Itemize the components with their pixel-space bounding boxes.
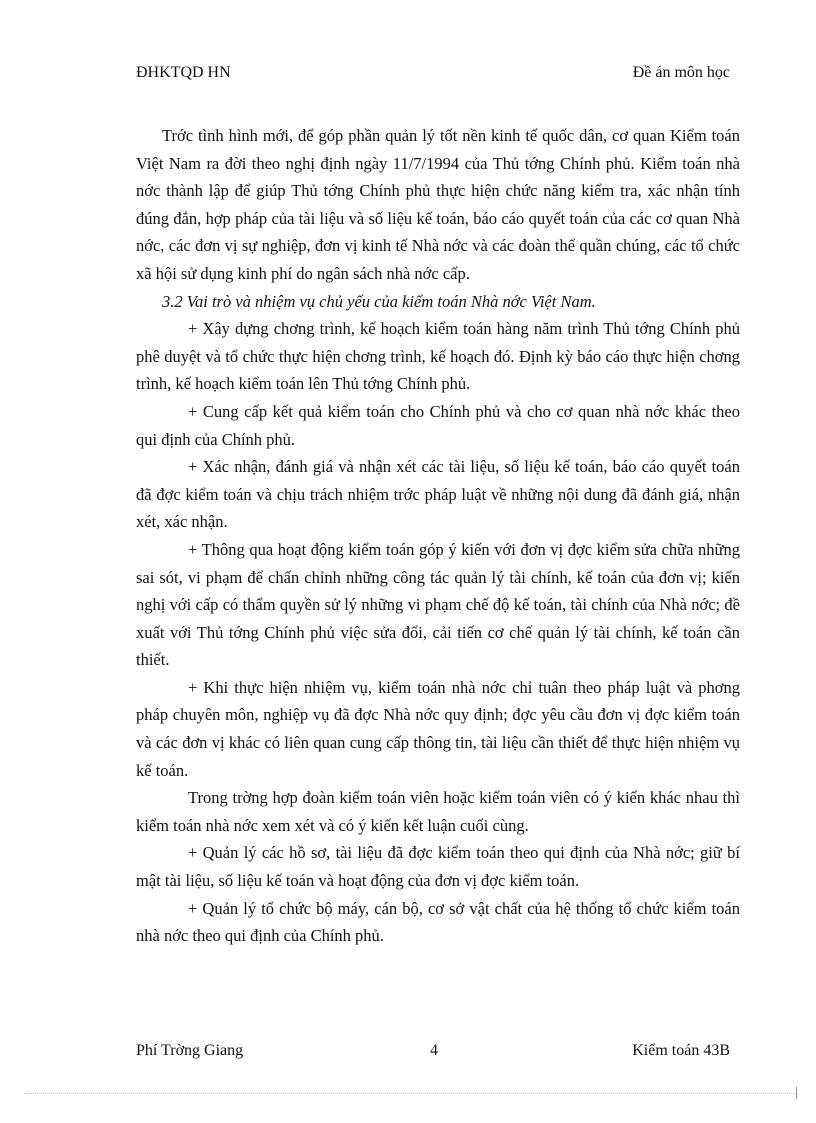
paragraph-duty-6: Trong trờng hợp đoàn kiểm toán viên hoặc kiểm toán viên có ý kiến khác nhau thì kiểm toán nhà nớc xem xét và có ý kiến kết luận cuối cùng.: [136, 788, 740, 835]
paragraph-duty-8: + Quản lý tổ chức bộ máy, cán bộ, cơ sở vật chất của hệ thống tổ chức kiểm toán nhà nớc theo qui định của Chính phủ.: [136, 898, 740, 946]
paragraph-duty-5: + Khi thực hiện nhiệm vụ, kiểm toán nhà nớc chỉ tuân theo pháp luật và phơng pháp chuyên môn, nghiệp vụ đã đợc Nhà nớc quy định; đợc yêu cầu đơn vị đợc kiểm toán và các đơn vị khác có liên quan cung cấp thông tin, tài liệu cần thiết để thực hiện nhiệm vụ kế toán.: [136, 677, 740, 780]
page-footer: [136, 1042, 740, 1064]
page-number: 4: [430, 1042, 438, 1059]
document-body: [136, 122, 740, 950]
page-header: [136, 64, 730, 82]
paragraph-intro: Trớc tình hình mới, để góp phần quản lý tốt nền kinh tế quốc dân, cơ quan Kiểm toán Việt Nam ra đời theo nghị định ngày 11/7/1994 của Thủ tớng Chính phủ. Kiểm toán nhà nớc thành lập để giúp Thủ tớng Chính phủ thực hiện chức năng kiểm tra, xác nhận tính đúng đắn, hợp pháp của tài liệu và số liệu kế toán, báo cáo quyết toán của các cơ quan Nhà nớc, các đơn vị sự nghiệp, đơn vị kinh tế Nhà nớc và các đoàn thể quần chúng, các tổ chức xã hội sử dụng kinh phí do ngân sách nhà nớc cấp.: [136, 126, 740, 283]
paragraph-duty-4: + Thông qua hoạt động kiểm toán góp ý kiến với đơn vị đợc kiểm sửa chữa những sai sót, vi phạm để chấn chỉnh những công tác quản lý tài chính, kế toán của đơn vị; kiến nghị với cấp có thẩm quyền sử lý những vi phạm chế độ kế toán, tài chính của Nhà nớc; đề xuất với Thủ tớng Chính phủ việc sửa đổi, cải tiến cơ chế quản lý tài chính, kế toán cần thiết.: [136, 539, 740, 670]
paragraph-duty-1: + Xây dựng chơng trình, kế hoạch kiểm toán hàng năm trình Thủ tớng Chính phủ phê duyệt và tổ chức thực hiện chơng trình, kế hoạch đó. Định kỳ báo cáo thực hiện chơng trình, kế hoạch kiểm toán lên Thủ tớng Chính phủ.: [136, 319, 740, 394]
paragraph-duty-3: + Xác nhận, đánh giá và nhận xét các tài liệu, số liệu kế toán, báo cáo quyết toán đã đợc kiểm toán và chịu trách nhiệm trớc pháp luật về những nội dung đã đánh giá, nhận xét, xác nhận.: [136, 457, 740, 532]
header-left: ĐHKTQD HN: [136, 64, 231, 81]
paragraph-duty-7: + Quản lý các hồ sơ, tài liệu đã đợc kiểm toán theo qui định của Nhà nớc; giữ bí mật tài liệu, số liệu kế toán và hoạt động của đơn vị đợc kiểm toán.: [136, 843, 740, 891]
section-heading: 3.2 Vai trò và nhiệm vụ chủ yếu của kiểm toán Nhà nớc Việt Nam.: [162, 291, 596, 311]
header-right: Đề án môn học: [632, 64, 730, 81]
page-corner-mark: [796, 1087, 797, 1099]
paragraph-duty-2: + Cung cấp kết quả kiểm toán cho Chính phủ và cho cơ quan nhà nớc khác theo qui định của Chính phủ.: [136, 401, 740, 449]
footer-course: Kiểm toán 43B: [632, 1042, 730, 1059]
footer-author: Phí Trờng Giang: [136, 1042, 244, 1059]
page-bottom-divider: [24, 1093, 796, 1094]
